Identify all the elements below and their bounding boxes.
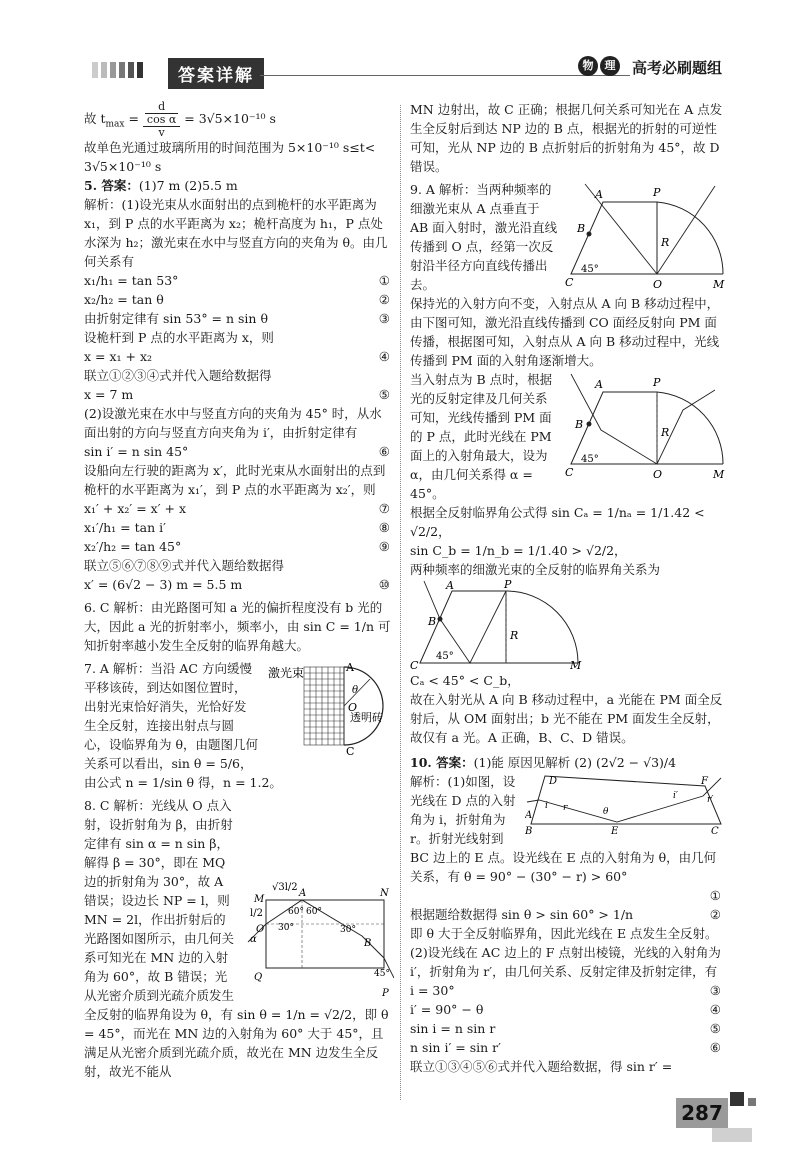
svg-text:A: A [595, 378, 603, 391]
header-rule [260, 75, 630, 76]
equation-row: x₂/h₂ = tan θ ② [84, 292, 390, 307]
semicircle-figure-3 [410, 579, 590, 671]
svg-text:45°: 45° [374, 969, 390, 979]
svg-text:M: M [254, 894, 265, 905]
svg-text:45°: 45° [436, 651, 454, 662]
svg-text:M: M [570, 659, 582, 671]
column-divider [400, 105, 401, 1100]
svg-text:C: C [711, 826, 719, 834]
right-column [410, 100, 725, 1076]
svg-text:O: O [348, 701, 358, 714]
svg-text:P: P [653, 376, 661, 389]
equation-row: i = 30° ③ [410, 983, 721, 998]
answer-9: A B P R C O M 45° 9. A 解析：当两种频率的细激光束从 A 点垂直于 AB 面入射时，激光沿直线传播到 O 点，经第一次反射沿半径方向直线传播出去。 保持光的入射方向不变，入射点从 A 向 B 移动过程中，由下图可知，激光沿直线传播到 CO 面经反射向 PM 面传播，根据图可知，入射点从 A 向 B 移动过程中，光线传播到 PM 面的入射角逐渐增大。 A B P R C O M 45° 当入射点为 B 点时，根据光的反射定律及几何关系可知，光线传播到 PM 面的 P 点，此时光线在 PM 面上的入射角最大，设为 α，由几何关系得 α = 45°。 根据全反射临界角公式得 sin Cₐ = 1/nₐ = 1/1.42 < √2/2， sin C_b = 1/n_b = 1/1.40 > √2/2， 两种频率的细激光束的全反射的临界角关系为 A B P R C M 45° Cₐ < 45° < C_b， 故在入射光从 A 向 B 移动过程中，a 光能在 PM 面全反射后，从 OM 面射出；b 光不能在 PM 面发生全反射，故仅有 a 光。A 正确，B、C、D 错误。 [410, 182, 725, 745]
semicircle-figure-2 [565, 370, 725, 480]
svg-text:i′: i′ [673, 791, 678, 801]
section-title: 答案详解 [168, 58, 264, 89]
svg-text:F: F [701, 776, 708, 787]
svg-text:O: O [653, 278, 663, 290]
svg-text:θ: θ [352, 685, 359, 696]
equation-row: i′ = 90° − θ ④ [410, 1002, 721, 1017]
answer-7: 激光束 透明砖 A O C θ 7. A 解析：当沿 AC 方向缓慢平移该砖，到达如图位置时，出射光束恰好消失，光恰好发生全反射，连接出射点与圆心，设临界角为 θ，由题图几何关系可以看出，sin θ = 5/6，由公式 n = 1/sin θ 得，n = 1.2。 [84, 659, 394, 792]
subject-char: 理 [600, 56, 620, 76]
text-line: 3√5×10⁻¹⁰ s [84, 159, 162, 174]
equation-row: x = 7 m ⑤ [84, 387, 390, 402]
svg-text:E: E [611, 826, 619, 834]
page-number-decoration [730, 1092, 744, 1106]
equation-row: 由折射定律有 sin 53° = n sin θ ③ [84, 311, 390, 326]
laser-label: 激光束 [268, 666, 305, 680]
svg-text:θ: θ [603, 807, 609, 817]
equation-row: sin i = n sin r ⑤ [410, 1021, 721, 1036]
equation-row: x₁′/h₁ = tan i′ ⑧ [84, 520, 390, 535]
answer-10: 10. 答案：(1)能 原因见解析 (2) (2√2 − √3)/4 D A i r θ E B C F i′ r′ 解析：(1)如图，设光线在 D 点的入射角为 i，折射角为 r。折射光线射到 BC 边上的 E 点。设光线在 E 点的入射角为 θ，由几何关系，有 θ = 90° − (30° − r) > 60° ① 根据题给数据得 sin θ > sin 60° > 1/n ② 即 θ 大于全反射临界角，因此光线在 E 点发生全反射。 (2)设光线在 AC 边上的 F 点射出棱镜，光线的入射角为 i′，折射角为 r′，由几何关系、反射定律及折射定律，有 i = 30° ③ i′ = 90° − θ ④ sin i = n sin r ⑤ n sin i′ = sin r′ ⑥ 联立①③④⑤⑥式并代入题给数据，得 sin r′ = [410, 753, 725, 1076]
svg-text:α: α [250, 934, 257, 945]
answer-6: 6. C 解析：由光路图可知 a 光的偏折程度没有 b 光的大，因此 a 光的折射率小，频率小，由 sin C = 1/n 可知折射率越小发生全反射的临界角越大。 [84, 600, 391, 653]
text-line: 故单色光通过玻璃所用的时间范围为 5×10⁻¹⁰ s≤t< [84, 140, 376, 155]
equation-row: x₁′ + x₂′ = x′ + x ⑦ [84, 501, 390, 516]
answer-5: 5. 答案：(1)7 m (2)5.5 m [84, 178, 238, 193]
svg-text:R: R [510, 629, 519, 642]
prism-figure [525, 772, 725, 834]
text-line: 联立①②③④式并代入题给数据得 [84, 368, 272, 383]
header-decoration [92, 62, 143, 78]
svg-text:C: C [565, 466, 574, 479]
svg-text:M: M [713, 468, 725, 480]
equation-row: x₁/h₁ = tan 53° ① [84, 273, 390, 288]
subject-badge [578, 56, 620, 76]
svg-text:C: C [346, 745, 355, 758]
svg-text:B: B [525, 826, 533, 834]
time-max-formula: 故 $t_{max}$ = $\frac{\frac{d}{\text{cos α}}}{v}$ = 3√5×10⁻¹⁰ s [84, 99, 276, 139]
page-number-decoration [712, 1128, 752, 1142]
equation-row: sin i′ = n sin 45° ⑥ [84, 444, 390, 459]
svg-text:O: O [653, 468, 663, 480]
brick-figure [264, 659, 394, 759]
svg-text:Q: Q [254, 972, 263, 983]
svg-text:O: O [256, 924, 265, 935]
svg-text:P: P [504, 579, 512, 591]
svg-text:B: B [364, 938, 372, 949]
svg-text:C: C [410, 659, 419, 671]
svg-text:R: R [661, 236, 670, 249]
svg-text:l/2: l/2 [250, 908, 263, 919]
equation-row: ① [709, 888, 721, 903]
svg-text:B: B [428, 615, 437, 628]
svg-text:60°: 60° [306, 907, 322, 917]
refraction-figure [244, 880, 394, 1000]
semicircle-figure-1 [565, 180, 725, 290]
svg-text:A: A [595, 188, 603, 201]
left-column [84, 100, 394, 1081]
solution-5-part3: 设船向左行驶的距离为 x′，此时光束从水面射出的点到桅杆的水平距离为 x₁′，到 P 点的水平距离为 x₂′，则 [84, 463, 386, 497]
svg-text:B: B [577, 222, 586, 235]
svg-text:r: r [563, 803, 568, 813]
svg-text:45°: 45° [581, 264, 599, 275]
svg-text:60°: 60° [288, 907, 304, 917]
book-title: 高考必刷题组 [632, 59, 723, 77]
svg-text:N: N [380, 888, 389, 899]
equation-row: x′ = (6√2 − 3) m = 5.5 m ⑩ [84, 577, 390, 592]
svg-text:A: A [299, 888, 307, 899]
solution-5-part1: 解析：(1)设光束从水面射出的点到桅杆的水平距离为 x₁，到 P 点的水平距离为 x₂；桅杆高度为 h₁，P 点处水深为 h₂；激光束在水中与竖直方向的夹角为 θ。由几何关系有 [84, 197, 388, 269]
text-line: 联立⑤⑥⑦⑧⑨式并代入题给数据得 [84, 558, 285, 573]
equation-row: x₂′/h₂ = tan 45° ⑨ [84, 539, 390, 554]
svg-text:A: A [525, 810, 533, 821]
svg-text:30°: 30° [340, 925, 356, 935]
svg-text:A: A [446, 579, 454, 592]
svg-text:B: B [575, 418, 584, 431]
svg-text:M: M [713, 278, 725, 290]
equation-row: 根据题给数据得 sin θ > sin 60° > 1/n ② [410, 907, 721, 922]
svg-text:30°: 30° [278, 923, 294, 933]
answer-8: √3l/2 l/2 A N M O B Q P α 60° 60° 30° 30° 45° 8. C 解析：光线从 O 点入射，设折射角为 β，由折射定律有 sin α = n sin β，解得 β = 30°，即在 MQ 边的折射角为 30°，故 A 错误；设边长 NP = l，则 MN = 2l，作出折射后的光路图如图所示，由几何关系可知光在 MN 边的入射角为 60°，故 B 错误；光从光密介质到光疏介质发生全反射的临界角设为 θ，有 sin θ = 1/n = √2/2，即 θ = 45°，而光在 MN 边的入射角为 60° 大于 45°，且满足从光密介质到光疏介质，故光在 MN 边发生全反射，故光不能从 [84, 796, 394, 1081]
fraction: $\frac{\frac{d}{\text{cos α}}}{v}$ [143, 101, 180, 139]
text-block: MN 边射出，故 C 正确；根据几何关系可知光在 A 点发生全反射后到达 NP 边的 B 点，根据光的折射的可逆性可知，光从 NP 边的 B 点折射后的折射角为 45°，故 D 错误。 [410, 102, 723, 174]
page-number: 287 [676, 1098, 728, 1128]
svg-text:45°: 45° [581, 454, 599, 465]
svg-text:R: R [661, 426, 670, 439]
svg-text:i: i [545, 801, 548, 811]
equation-row: x = x₁ + x₂ ④ [84, 349, 390, 364]
svg-text:P: P [653, 186, 661, 199]
svg-text:r′: r′ [707, 795, 714, 805]
svg-text:C: C [565, 276, 574, 289]
text-line: 设桅杆到 P 点的水平距离为 x，则 [84, 330, 274, 345]
brick-label: 透明砖 [350, 711, 383, 724]
svg-text:A: A [346, 661, 354, 674]
subject-char: 物 [578, 56, 598, 76]
svg-text:D: D [549, 776, 558, 787]
solution-5-part2: (2)设激光束在水中与竖直方向的夹角为 45° 时，从水面出射的方向与竖直方向夹角为 i′，由折射定律有 [84, 406, 382, 440]
equation-row: n sin i′ = sin r′ ⑥ [410, 1040, 721, 1055]
page-number-decoration [748, 1098, 756, 1106]
svg-text:P: P [382, 988, 389, 999]
page-header [0, 0, 800, 100]
svg-text:√3l/2: √3l/2 [272, 882, 298, 893]
